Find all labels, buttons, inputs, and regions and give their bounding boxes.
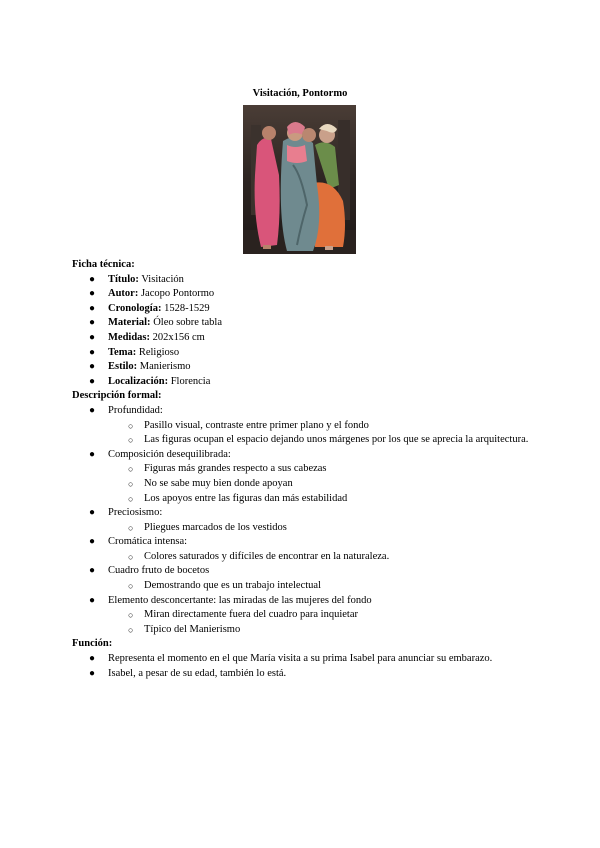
bullet-icon: ● <box>89 331 96 343</box>
descripcion-subitem-text: No se sabe muy bien donde apoyan <box>144 477 293 489</box>
ficha-label: Medidas: <box>108 331 150 343</box>
bullet-icon: ● <box>89 507 96 519</box>
ficha-label: Cronología: <box>108 302 162 314</box>
descripcion-subitem-text: Miran directamente fuera del cuadro para inquietar <box>144 609 358 621</box>
ficha-value: 202x156 cm <box>150 331 205 343</box>
descripcion-subitem <box>72 462 532 477</box>
descripcion-subitem <box>72 550 532 565</box>
descripcion-item <box>72 535 532 550</box>
descripcion-item <box>72 564 532 579</box>
funcion-heading: Función: <box>72 638 113 650</box>
ficha-label: Autor: <box>108 288 139 300</box>
ficha-value: Visitación <box>138 273 184 285</box>
bullet-icon: ● <box>89 361 96 373</box>
descripcion-subitem <box>72 623 532 638</box>
ficha-value: Jacopo Pontormo <box>138 288 215 300</box>
descripcion-item-text: Profundidad: <box>108 404 163 416</box>
bullet-hollow-icon: ○ <box>128 464 134 475</box>
descripcion-subitem <box>72 521 532 536</box>
descripcion-item <box>72 404 532 419</box>
document-body <box>72 258 532 681</box>
descripcion-subitem-text: Figuras más grandes respecto a sus cabezas <box>144 463 327 475</box>
descripcion-subitem <box>72 492 532 507</box>
bullet-icon: ● <box>89 273 96 285</box>
bullet-hollow-icon: ○ <box>128 478 134 489</box>
descripcion-item-text: Composición desequilibrada: <box>108 448 231 460</box>
bullet-icon: ● <box>89 667 96 679</box>
visitacion-painting-illustration <box>243 105 356 254</box>
ficha-label: Localización: <box>108 375 169 387</box>
descripcion-subitem <box>72 608 532 623</box>
bullet-hollow-icon: ○ <box>128 435 134 446</box>
descripcion-subitem-text: Demostrando que es un trabajo intelectual <box>144 580 321 592</box>
ficha-item <box>72 287 532 302</box>
bullet-hollow-icon: ○ <box>128 551 134 562</box>
bullet-hollow-icon: ○ <box>128 581 134 592</box>
descripcion-subitem-text: Colores saturados y difíciles de encontrar en la naturaleza. <box>144 550 390 562</box>
descripcion-subitem <box>72 433 532 448</box>
descripcion-heading: Descripción formal: <box>72 390 162 402</box>
descripcion-item <box>72 594 532 609</box>
descripcion-subitem-text: Típico del Manierismo <box>144 623 241 635</box>
bullet-icon: ● <box>89 448 96 460</box>
ficha-label: Título: <box>108 273 139 285</box>
ficha-label: Material: <box>108 317 151 329</box>
descripcion-item-text: Elemento desconcertante: las miradas de las mujeres del fondo <box>108 594 372 606</box>
ficha-label: Tema: <box>108 346 137 358</box>
ficha-item <box>72 375 532 390</box>
ficha-item <box>72 273 532 288</box>
descripcion-subitem-text: Pliegues marcados de los vestidos <box>144 521 287 533</box>
bullet-icon: ● <box>89 288 96 300</box>
document-title: Visitación, Pontormo <box>252 88 348 99</box>
ficha-value: Florencia <box>168 375 211 387</box>
descripcion-item <box>72 506 532 521</box>
descripcion-item-text: Preciosismo: <box>108 507 163 519</box>
descripcion-subitem-text: Las figuras ocupan el espacio dejando unos márgenes por los que se aprecia la arquitectura. <box>144 434 529 446</box>
bullet-icon: ● <box>89 594 96 606</box>
funcion-item-text: Representa el momento en el que María visita a su prima Isabel para anunciar su embarazo. <box>108 653 493 665</box>
bullet-icon: ● <box>89 375 96 387</box>
bullet-icon: ● <box>89 536 96 548</box>
ficha-item <box>72 346 532 361</box>
bullet-icon: ● <box>89 404 96 416</box>
descripcion-subitem-text: Pasillo visual, contraste entre primer plano y el fondo <box>144 419 369 431</box>
descripcion-item <box>72 448 532 463</box>
ficha-item <box>72 302 532 317</box>
ficha-heading: Ficha técnica: <box>72 259 135 270</box>
ficha-list <box>72 273 532 390</box>
funcion-item <box>72 652 532 667</box>
ficha-label: Estilo: <box>108 361 138 373</box>
descripcion-list <box>72 404 532 638</box>
ficha-item <box>72 360 532 375</box>
descripcion-item-text: Cromática intensa: <box>108 536 188 548</box>
ficha-item <box>72 331 532 346</box>
ficha-value: Óleo sobre tabla <box>150 317 222 329</box>
bullet-icon: ● <box>89 565 96 577</box>
descripcion-subitem <box>72 579 532 594</box>
descripcion-subitem <box>72 477 532 492</box>
bullet-hollow-icon: ○ <box>128 420 134 431</box>
painting-image <box>243 105 356 254</box>
bullet-icon: ● <box>89 346 96 358</box>
bullet-hollow-icon: ○ <box>128 493 134 504</box>
descripcion-subitem-text: Los apoyos entre las figuras dan más estabilidad <box>144 492 348 504</box>
funcion-list <box>72 652 532 681</box>
bullet-icon: ● <box>89 302 96 314</box>
descripcion-subitem <box>72 419 532 434</box>
bullet-icon: ● <box>89 653 96 665</box>
bullet-hollow-icon: ○ <box>128 610 134 621</box>
ficha-value: Religioso <box>136 346 180 358</box>
funcion-item-text: Isabel, a pesar de su edad, también lo está. <box>108 667 287 679</box>
bullet-hollow-icon: ○ <box>128 522 134 533</box>
descripcion-item-text: Cuadro fruto de bocetos <box>108 565 210 577</box>
ficha-item <box>72 316 532 331</box>
ficha-value: 1528-1529 <box>161 302 210 314</box>
bullet-hollow-icon: ○ <box>128 624 134 635</box>
ficha-value: Manierismo <box>137 361 191 373</box>
funcion-item <box>72 667 532 682</box>
bullet-icon: ● <box>89 317 96 329</box>
